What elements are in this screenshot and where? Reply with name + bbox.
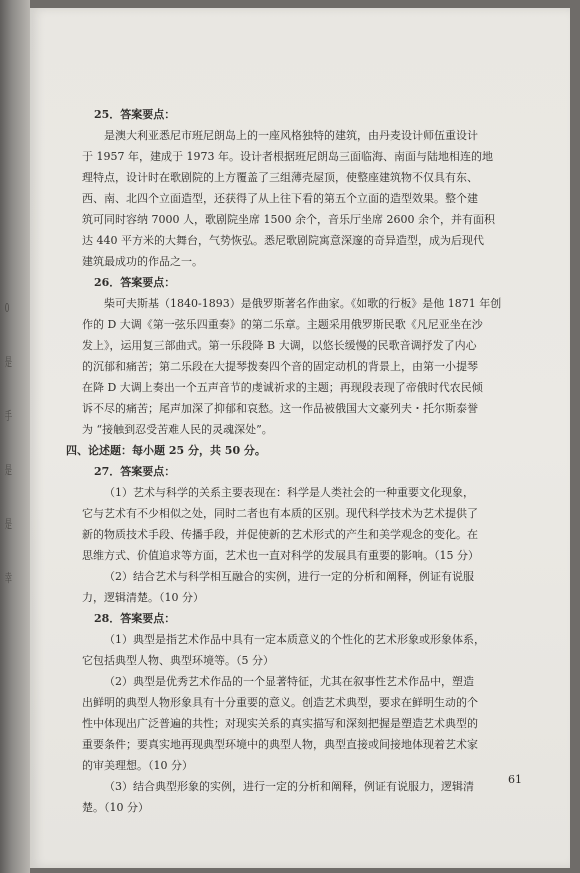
q28-line: 出鲜明的典型人物形象具有十分重要的意义。创造艺术典型，要求在鲜明生动的个 [82,696,478,709]
q25-line: 于 1957 年，建成于 1973 年。设计者根据班尼朗岛三面临海、南面与陆地相连的地 [82,150,493,163]
q26-line: 柴可夫斯基（1840-1893）是俄罗斯著名作曲家。《如歌的行板》是他 1871 年创 [104,297,502,310]
q27-line: （2）结合艺术与科学相互融合的实例，进行一定的分析和阐释，例证有说服 [104,570,474,583]
q27-heading: 27．答案要点： [94,465,176,478]
adjacent-page-text [2,300,16,624]
section-heading: 四、论述题：每小题 25 分，共 50 分。 [66,444,266,457]
q28-line: （3）结合典型形象的实例，进行一定的分析和阐释，例证有说服力，逻辑清 [104,780,474,793]
q27-line: 力，逻辑清楚。（10 分） [82,591,204,604]
q25-line: 建筑最成功的作品之一。 [82,255,203,268]
q28-heading: 28．答案要点： [94,612,176,625]
q25-heading: 25．答案要点： [94,108,176,121]
q25-line: 筑可同时容纳 7000 人，歌剧院坐席 1500 余个，音乐厅坐席 2600 余个，并有面积 [82,213,495,226]
q26-line: 为 “接触到忍受苦难人民的灵魂深处”。 [82,423,273,436]
adjacent-page-edge [0,0,30,873]
edge-char: 是 [4,355,13,369]
q25-line: 西、南、北四个立面造型，还获得了从上往下看的第五个立面的造型效果。整个建 [82,192,478,205]
q26-line: 的沉郁和痛苦；第二乐段在大提琴拨奏四个音的固定动机的背景上，由第一小提琴 [82,360,478,373]
q27-line: 新的物质技术手段、传播手段，并促使新的艺术形式的产生和美学观念的变化。在 [82,528,478,541]
q28-line: 的审美理想。（10 分） [82,759,193,772]
q25-line: 理特点，设计时在歌剧院的上方覆盖了三组薄壳屋顶，使整座建筑物不仅具有东、 [82,171,478,184]
q26-heading: 26．答案要点： [94,276,176,289]
q25-line: 达 440 平方米的大舞台，气势恢弘。悉尼歌剧院寓意深邃的奇异造型，成为后现代 [82,234,484,247]
q25-line: 是澳大利亚悉尼市班尼朗岛上的一座风格独特的建筑，由丹麦设计师伍重设计 [104,129,478,142]
q27-line: 它与艺术有不少相似之处，同时二者也有本质的区别。现代科学技术为艺术提供了 [82,507,478,520]
q28-line: 它包括典型人物、典型环境等。（5 分） [82,654,274,667]
q27-line: （1）艺术与科学的关系主要表现在：科学是人类社会的一种重要文化现象， [104,486,474,499]
edge-char: 0 [4,301,10,315]
page-number: 61 [508,773,522,786]
edge-char: 是 [4,517,13,531]
q28-line: 楚。（10 分） [82,801,149,814]
edge-char: 手 [4,409,13,423]
q27-line: 思维方式、价值追求等方面，艺术也一直对科学的发展具有重要的影响。（15 分） [82,549,479,562]
q28-line: （1）典型是指艺术作品中具有一定本质意义的个性化的艺术形象或形象体系， [104,633,485,646]
edge-char: 是 [4,463,13,477]
page-content [66,104,534,818]
edge-char: 幸 [4,571,13,585]
q26-line: 发上》，运用复三部曲式。第一乐段降 B 大调，以悠长缓慢的民歌音调抒发了内心 [82,339,477,352]
q28-line: 重要条件；要真实地再现典型环境中的典型人物，典型直接或间接地体现着艺术家 [82,738,478,751]
q28-line: （2）典型是优秀艺术作品的一个显著特征，尤其在叙事性艺术作品中，塑造 [104,675,474,688]
q26-line: 作的 D 大调《第一弦乐四重奏》的第二乐章。主题采用俄罗斯民歌《凡尼亚坐在沙 [82,318,483,331]
q26-line: 在降 D 大调上奏出一个五声音节的虔诚祈求的主题；再现段表现了帝俄时代农民倾 [82,381,483,394]
document-page [30,8,570,868]
q28-line: 性中体现出广泛普遍的共性；对现实关系的真实描写和深刻把握是塑造艺术典型的 [82,717,478,730]
q26-line: 诉不尽的痛苦；尾声加深了抑郁和哀愁。这一作品被俄国大文豪列夫・托尔斯泰誉 [82,402,478,415]
